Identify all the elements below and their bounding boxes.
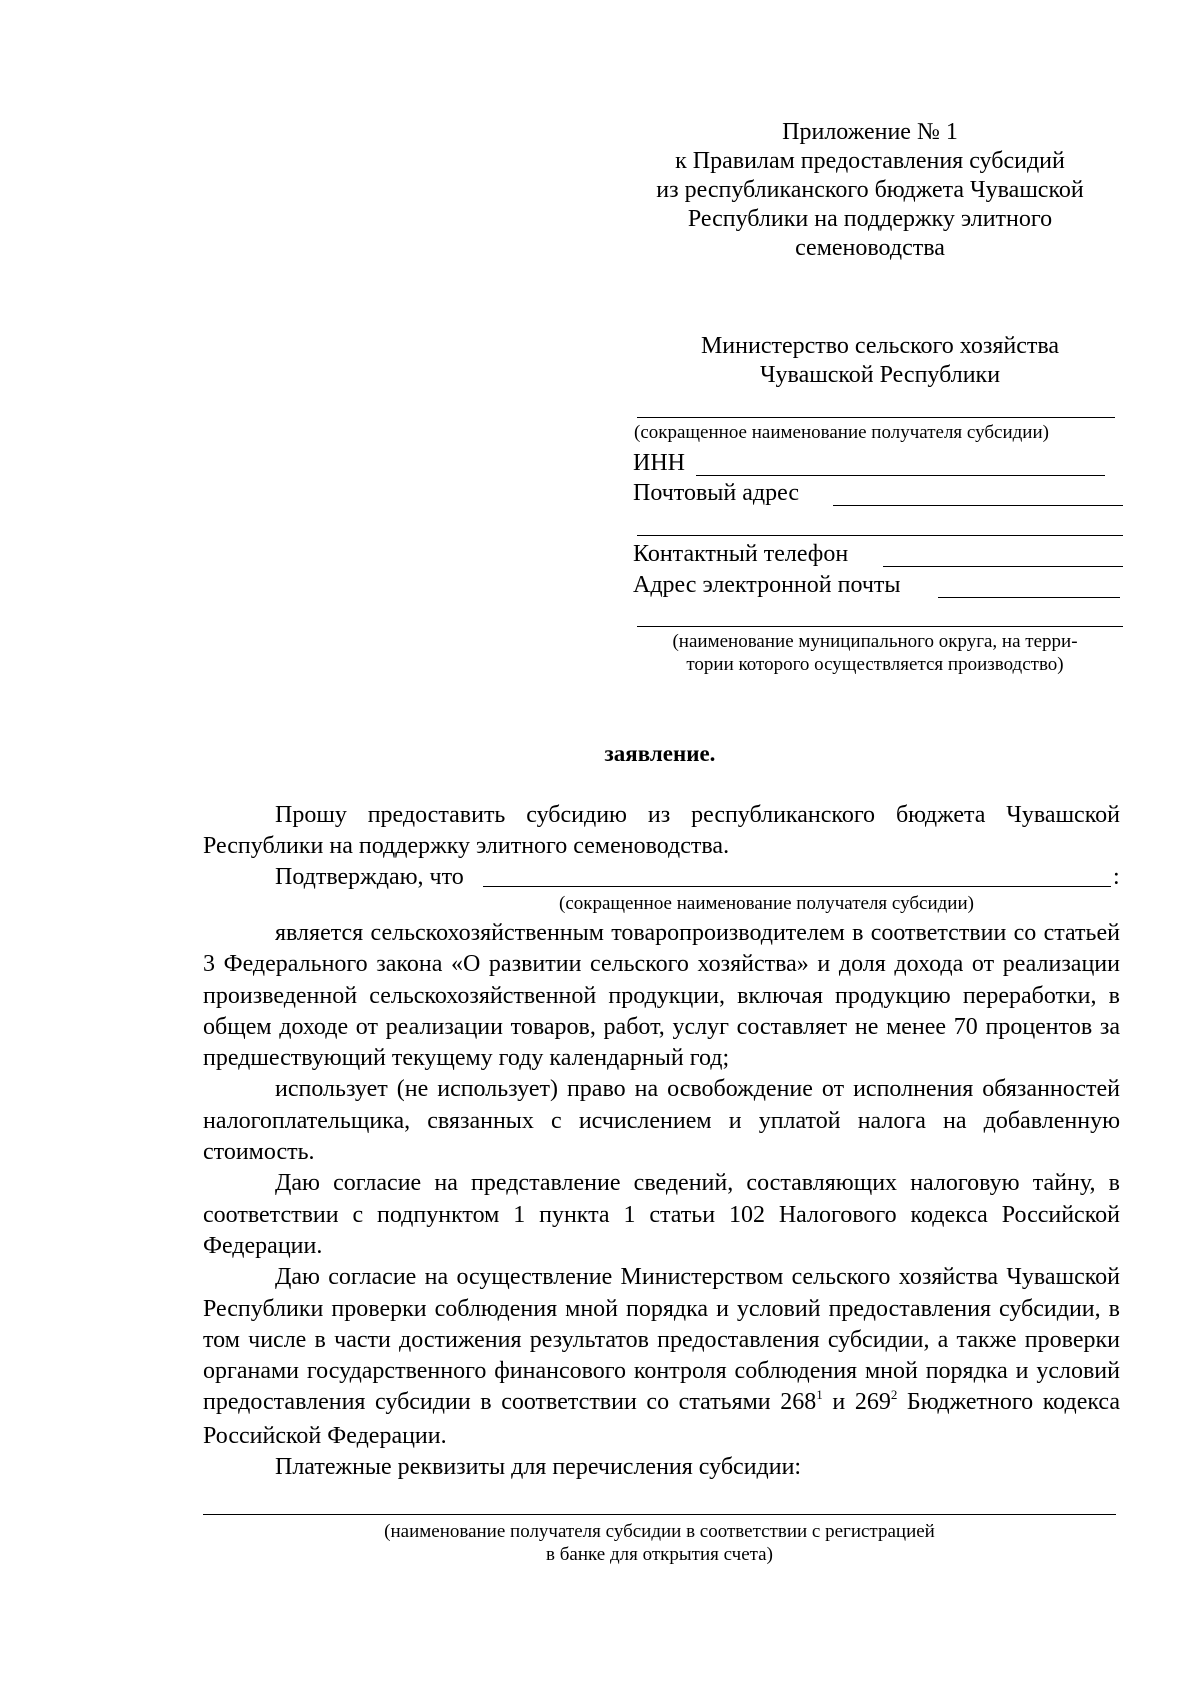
inn-label: ИНН [633, 450, 685, 476]
inn-field-line [696, 475, 1105, 476]
email-label: Адрес электронной почты [633, 572, 901, 598]
document-title: заявление. [604, 741, 716, 766]
appendix-line: Республики на поддержку элитного [687, 206, 1053, 232]
confirm-label: Подтверждаю, что [275, 864, 464, 890]
inspection-text: Даю согласие на осуществление Министерством сельского хозяйства Чувашской Республики проверки соблюдения мной порядка и условий предоставления субсидии, в том числе в части достижения результатов предоставления субсидии, а также проверки органами государственного финансового контроля соблюдения мной порядка и условий предоставления субсидии в соответствии со статьями 268 [203, 1264, 1120, 1416]
municipal-district-line [637, 626, 1123, 627]
superscript: 1 [816, 1387, 823, 1403]
bank-recipient-hint [203, 1520, 1116, 1566]
municipal-hint-line: (наименование муниципального округа, на терри- [672, 631, 1078, 652]
appendix-line: к Правилам предоставления субсидий [675, 148, 1065, 174]
payment-details-paragraph: Платежные реквизиты для перечисления субсидии: [275, 1454, 802, 1481]
inspection-text: Бюджетного кодекса Российской Федерации. [203, 1389, 1121, 1449]
producer-paragraph: является сельскохозяйственным товаропроизводителем в соответствии со статьей 3 Федерального закона «О развитии сельского хозяйства» и доля дохода от реализации произведенной сельскохозяйственной продукции, включая продукцию переработки, в общем доходе от реализации товаров, работ, услуг составляет не менее 70 процентов за предшествующий текущему году календарный год; [203, 920, 1120, 1072]
addressee-line: Чувашской Республики [759, 362, 1001, 388]
confirm-hint: (сокращенное наименование получателя субсидии) [559, 893, 974, 914]
postal-address-field-line [833, 505, 1123, 506]
body-paragraph-1 [203, 800, 1120, 863]
appendix-line: из республиканского бюджета Чувашской [656, 177, 1084, 203]
phone-label: Контактный телефон [633, 541, 849, 567]
bank-hint-line: (наименование получателя субсидии в соответствии с регистрацией [384, 1521, 935, 1542]
superscript: 2 [890, 1387, 898, 1403]
postal-address-field-line-2 [637, 535, 1123, 536]
recipient-name-hint: (сокращенное наименование получателя субсидии) [634, 422, 1049, 443]
vat-paragraph: использует (не использует) право на освобождение от исполнения обязанностей налогоплательщика, связанных с исчислением и уплатой налога на добавленную стоимость. [203, 1076, 1120, 1166]
phone-field-line [883, 566, 1123, 567]
municipal-district-hint [630, 630, 1120, 676]
recipient-name-line [637, 417, 1115, 418]
body-main [203, 918, 1120, 1483]
inspection-text: и 269 [822, 1389, 891, 1416]
bank-hint-line: в банке для открытия счета) [546, 1544, 773, 1565]
addressee [640, 332, 1120, 390]
confirm-field-line [483, 886, 1111, 887]
postal-address-label: Почтовый адрес [633, 480, 800, 506]
tax-secret-consent-paragraph: Даю согласие на представление сведений, составляющих налоговую тайну, в соответствии с подпунктом 1 пункта 1 статьи 102 Налогового кодекса Российской Федерации. [203, 1170, 1120, 1259]
inspection-consent-paragraph [203, 1262, 1120, 1452]
bank-recipient-line [203, 1514, 1116, 1515]
appendix-header [620, 118, 1120, 263]
addressee-line: Министерство сельского хозяйства [700, 333, 1060, 359]
appendix-line: семеноводства [795, 235, 945, 261]
email-field-line [938, 597, 1120, 598]
appendix-number: Приложение № 1 [782, 119, 958, 145]
municipal-hint-line: тории которого осуществляется производство) [686, 654, 1064, 675]
confirm-colon: : [1113, 864, 1120, 890]
request-paragraph: Прошу предоставить субсидию из республиканского бюджета Чувашской Республики на поддержку элитного семеноводства. [203, 802, 1120, 860]
